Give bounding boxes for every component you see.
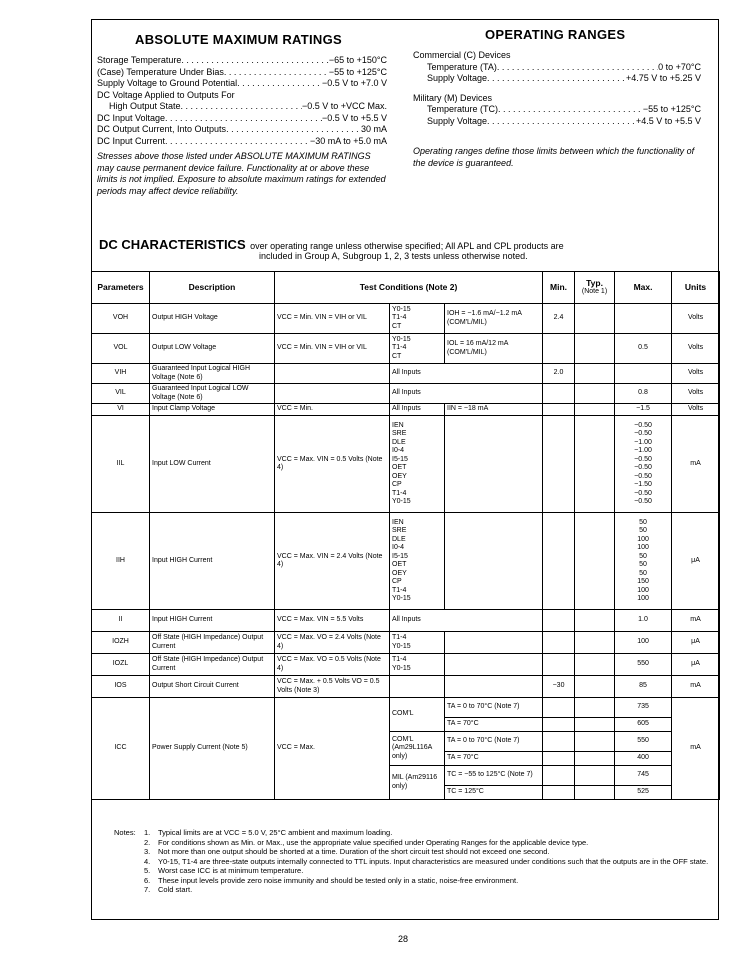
abs-max-title: ABSOLUTE MAXIMUM RATINGS — [135, 32, 343, 47]
table-row: II Input HIGH Current VCC = Max. VIN = 5.5 Volts All Inputs 1.0 mA — [92, 610, 720, 632]
abs-max-row: DC Voltage Applied to Outputs For — [97, 89, 235, 100]
dc-title: DC CHARACTERISTICS — [99, 237, 246, 252]
table-row: VOH Output HIGH Voltage VCC = Min. VIN = VIH or VIL Y0-15 T1-4 CT IOH = −1.6 mA/−1.2 mA (COM'L/MIL) 2.4 Volts — [92, 304, 720, 334]
dc-table-wrap — [91, 271, 719, 826]
notes-block — [114, 828, 714, 895]
note-item: 7. Cold start. — [144, 885, 193, 894]
note-item: 2. For conditions shown as Min. or Max., use the appropriate value specified under Operating Ranges for the applicable device type. — [144, 837, 589, 847]
dc-subtitle-2: included in Group A, Subgroup 1, 2, 3 tests unless otherwise noted. — [259, 251, 528, 261]
col-max: Max. — [615, 272, 672, 304]
note-item: 5. Worst case ICC is at minimum temperature. — [144, 866, 304, 875]
table-row: VOL Output LOW Voltage VCC = Min. VIN = VIH or VIL Y0-15 T1-4 CT IOL = 16 mA/12 mA (COM'L/MIL) 0.5 Volts — [92, 334, 720, 364]
op-ranges-note: Operating ranges define those limits between which the functionality of the device is guaranteed. — [413, 146, 695, 168]
col-test-conditions: Test Conditions (Note 2) — [275, 272, 543, 304]
iil-pins: IEN SRE DLE I0-4 I5-15 OET OEY CP T1-4 Y0-15 — [390, 416, 445, 513]
military-label: Military (M) Devices — [413, 92, 493, 103]
iil-max: −0.50 −0.50 −1.00 −1.00 −0.50 −0.50 −0.50 −1.50 −0.50 −0.50 — [615, 416, 672, 513]
note-item: Notes: 1. Typical limits are at VCC = 5.0 V, 25°C ambient and maximum loading. — [114, 828, 393, 837]
dc-subtitle-1: over operating range unless otherwise specified; All APL and CPL products are — [250, 241, 564, 251]
note-item: 3. Not more than one output should be shorted at a time. Duration of the short circuit test should not exceed one second. — [144, 847, 550, 856]
table-row: IIH Input HIGH Current VCC = Max. VIN = 2.4 Volts (Note 4) IEN SRE DLE I0-4 I5-15 OET OEY CP T1-4 Y0-15 50 50 100 100 50 50 50 150 100 100 μA — [92, 513, 720, 610]
table-row: VIL Guaranteed Input Logical LOW Voltage (Note 6) All Inputs 0.8 Volts — [92, 384, 720, 404]
abs-max-row: DC Output Current, Into Outputs . . . 30 mA — [97, 124, 387, 136]
abs-max-note: Stresses above those listed under ABSOLUTE MAXIMUM RATINGS may cause permanent device failure. Functionality at or above these limits is not implied. Exposure to absolute maximum ratings for extended periods may affect device reliability. — [97, 151, 386, 196]
table-row: IIL Input LOW Current VCC = Max. VIN = 0.5 Volts (Note 4) IEN SRE DLE I0-4 I5-15 OET OEY CP T1-4 Y0-15 −0.50 −0.50 −1.00 −1.00 −0.50 −0.50 −0.50 −1.50 −0.50 −0.50 mA — [92, 416, 720, 513]
note-item: 6. These input levels provide zero noise immunity and should be tested only in a static, noise-free environment. — [144, 875, 519, 885]
table-row: MIL (Am29116 only) TC = −55 to 125°C (Note 7) 745 — [92, 766, 720, 786]
col-typ: Typ. (Note 1) — [575, 272, 615, 304]
op-ranges-list: Commercial (C) Devices Temperature (TA) . . . 0 to +70°C Supply Voltage . . . +4.75 V to +5.25 V Military (M) Devices Temperature (TC) . . . −55 to +125°C Supply Voltage . . . +4.5 V to +5.5 V — [413, 50, 701, 127]
col-min: Min. — [543, 272, 575, 304]
abs-max-row: Supply Voltage to Ground Potential . . . −0.5 V to +7.0 V — [97, 78, 387, 90]
abs-max-row: DC Input Current . . . −30 mA to +5.0 mA — [97, 136, 387, 148]
table-row: IOZH Off State (HIGH Impedance) Output Current VCC = Max. VO = 2.4 Volts (Note 4) T1-4 Y0-15 100 μA — [92, 632, 720, 654]
page-number: 28 — [398, 934, 409, 944]
col-units: Units — [672, 272, 720, 304]
abs-max-row: (Case) Temperature Under Bias . . . −55 to +125°C — [97, 67, 387, 79]
note-item: 4. Y0-15, T1-4 are three-state outputs internally connected to TTL inputs. Input characteristics are measured under conditions such that the outputs are in the OFF state. — [144, 856, 709, 866]
col-parameters: Parameters — [92, 272, 150, 304]
table-row: ICC Power Supply Current (Note 5) VCC = Max. COM'L TA = 0 to 70°C (Note 7) 735 mA — [92, 698, 720, 718]
dc-table — [91, 271, 720, 800]
table-row: VIH Guaranteed Input Logical HIGH Voltage (Note 6) All Inputs 2.0 Volts — [92, 364, 720, 384]
col-description: Description — [150, 272, 275, 304]
header-row — [92, 272, 720, 304]
table-row: TC = 125°C 525 — [92, 786, 720, 800]
table-row: VI Input Clamp Voltage VCC = Min. All Inputs IIN = −18 mA −1.5 Volts — [92, 404, 720, 416]
table-row: COM'L (Am29L116A only) TA = 0 to 70°C (Note 7) 550 — [92, 732, 720, 752]
abs-max-list — [97, 55, 387, 147]
table-row: IOZL Off State (HIGH Impedance) Output Current VCC = Max. VO = 0.5 Volts (Note 4) T1-4 Y0-15 550 μA — [92, 654, 720, 676]
table-row: TA = 70°C 605 — [92, 718, 720, 732]
table-row: TA = 70°C 400 — [92, 752, 720, 766]
table-row: IOS Output Short Circuit Current VCC = Max. + 0.5 Volts VO = 0.5 Volts (Note 3) −30 85 mA — [92, 676, 720, 698]
abs-max-row: DC Input Voltage . . . −0.5 V to +5.5 V — [97, 113, 387, 125]
abs-max-row: Storage Temperature . . . −65 to +150°C — [97, 55, 387, 67]
iih-max: 50 50 100 100 50 50 50 150 100 100 — [615, 513, 672, 610]
iih-pins: IEN SRE DLE I0-4 I5-15 OET OEY CP T1-4 Y0-15 — [390, 513, 445, 610]
op-ranges-title: OPERATING RANGES — [485, 27, 626, 42]
commercial-label: Commercial (C) Devices — [413, 50, 511, 60]
abs-max-row: High Output State . . . −0.5 V to +VCC Max. — [97, 101, 387, 113]
